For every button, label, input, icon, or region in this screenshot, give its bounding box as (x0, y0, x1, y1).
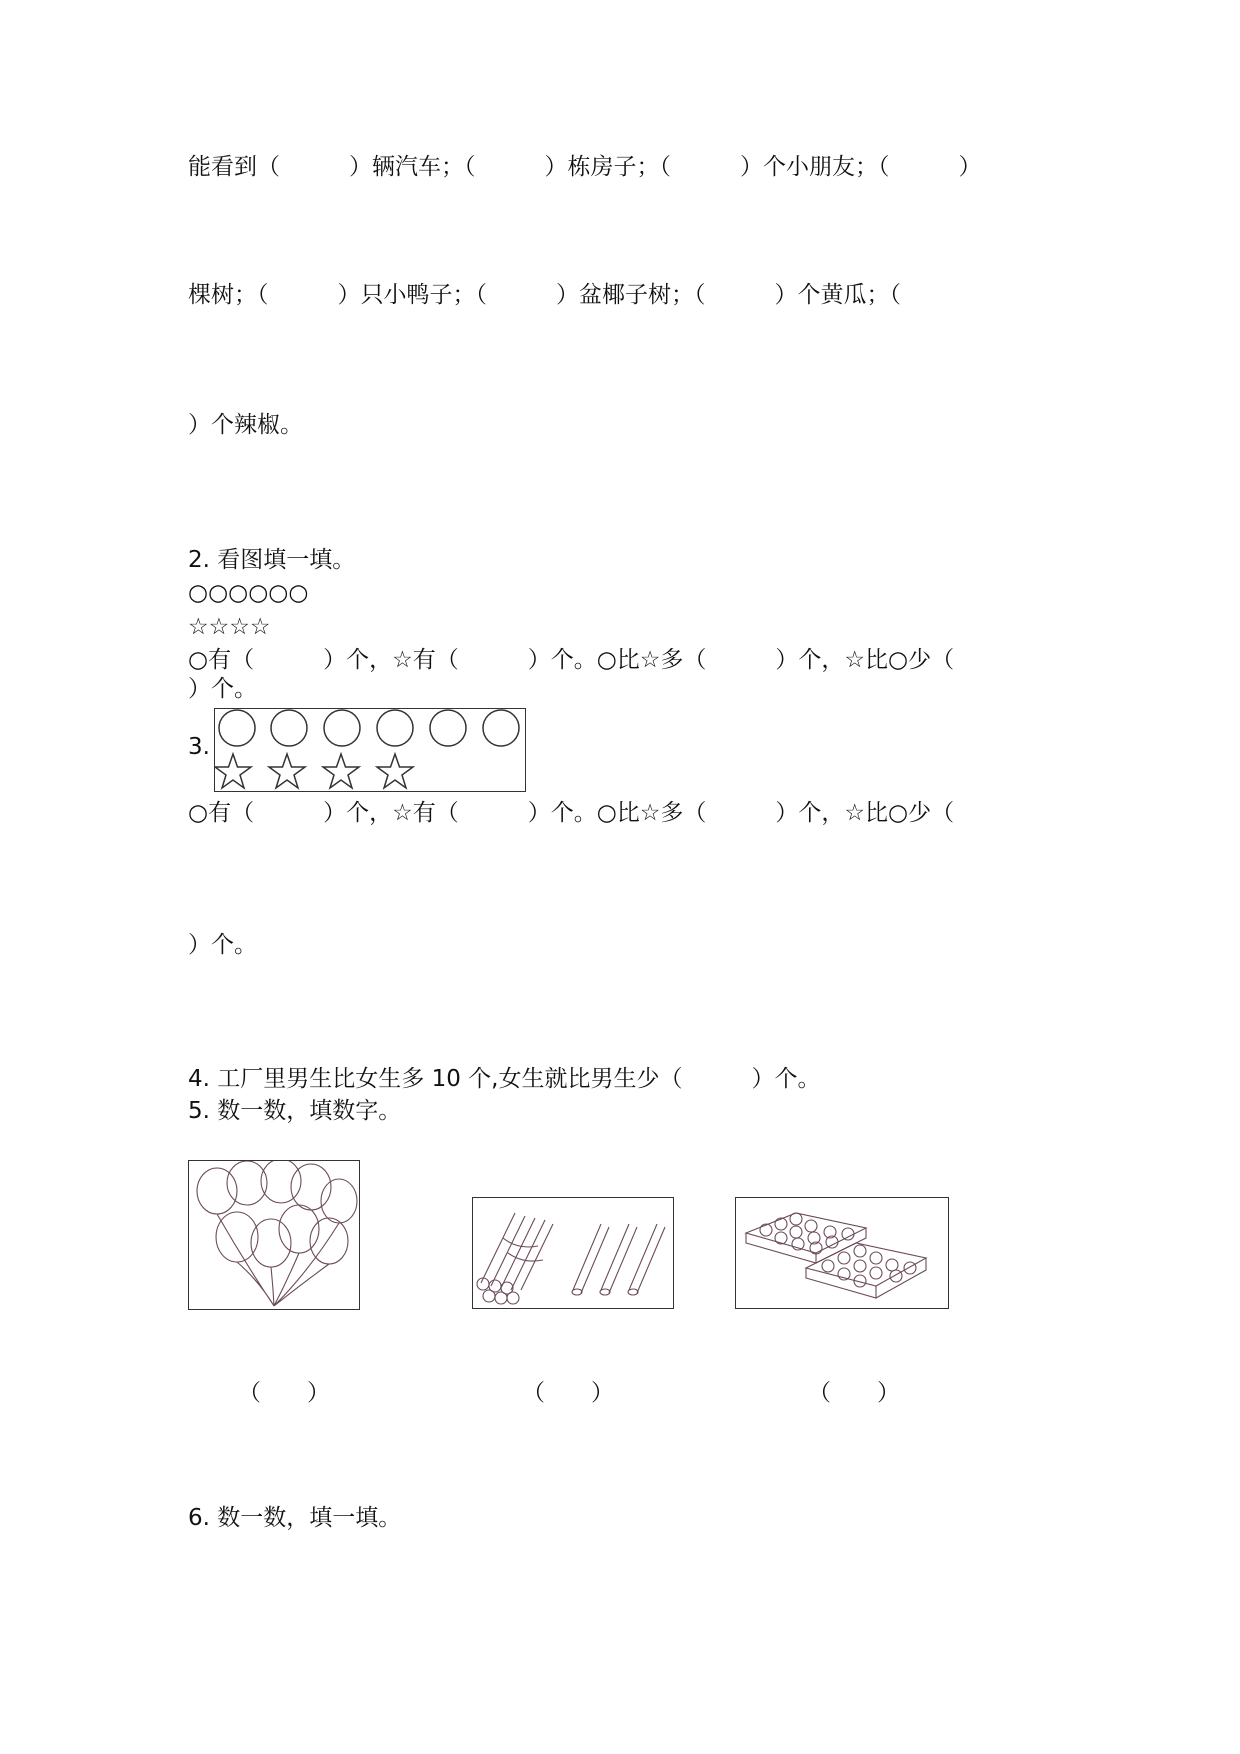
q3-shapes-box (214, 708, 526, 792)
star-shape-2 (269, 754, 305, 788)
stick-bundle-icon (477, 1213, 553, 1304)
q2-stars-row: ☆☆☆☆ (188, 614, 271, 640)
q3-sentence-a: ○有（ ）个，☆有（ ）个。○比☆多（ ）个，☆比○少（ (188, 800, 955, 826)
star-shape-1 (215, 754, 251, 788)
circle-shape-6 (483, 710, 519, 746)
circle-shape-3 (324, 710, 360, 746)
balloons-picture (188, 1160, 360, 1310)
sticks-answer-blank[interactable]: （ ） (522, 1380, 614, 1406)
sticks-drawing (473, 1198, 673, 1308)
q5-title: 5. 数一数，填数字。 (188, 1098, 402, 1124)
circle-shape-2 (271, 710, 307, 746)
balloons-drawing (189, 1161, 359, 1309)
q1-line-3: ）个辣椒。 (188, 412, 303, 438)
egg-tray-answer-blank[interactable]: （ ） (808, 1380, 900, 1406)
q2-sentence-b: ）个。 (188, 676, 257, 702)
q4-text: 4. 工厂里男生比女生多 10 个,女生就比男生少（ ）个。 (188, 1066, 821, 1092)
q2-sentence-a: ○有（ ）个，☆有（ ）个。○比☆多（ ）个，☆比○少（ (188, 647, 955, 673)
circle-shape-4 (377, 710, 413, 746)
q1-line-2: 棵树；（ ）只小鸭子；（ ）盆椰子树；（ ）个黄瓜；（ (188, 282, 901, 308)
q6-title: 6. 数一数，填一填。 (188, 1505, 402, 1531)
egg-tray-icon (746, 1213, 866, 1263)
star-shape-4 (377, 754, 413, 788)
star-shape-3 (323, 754, 359, 788)
q1-line-1: 能看到（ ）辆汽车；（ ）栋房子；（ ）个小朋友；（ ） (188, 154, 982, 180)
egg-tray-picture (735, 1197, 949, 1309)
q3-sentence-b: ）个。 (188, 932, 257, 958)
balloons-answer-blank[interactable]: （ ） (238, 1380, 330, 1406)
single-sticks-icon (572, 1224, 665, 1295)
egg-tray-drawing (736, 1198, 948, 1308)
circle-shape-1 (219, 710, 255, 746)
q2-circles-row: ○○○○○○ (188, 580, 309, 606)
circle-shape-5 (430, 710, 466, 746)
balloon-icon (197, 1168, 237, 1214)
q2-title: 2. 看图填一填。 (188, 547, 356, 573)
q3-number: 3. (188, 734, 210, 760)
sticks-picture (472, 1197, 674, 1309)
q3-shapes-figure (215, 709, 525, 791)
egg-tray-icon (806, 1243, 926, 1298)
